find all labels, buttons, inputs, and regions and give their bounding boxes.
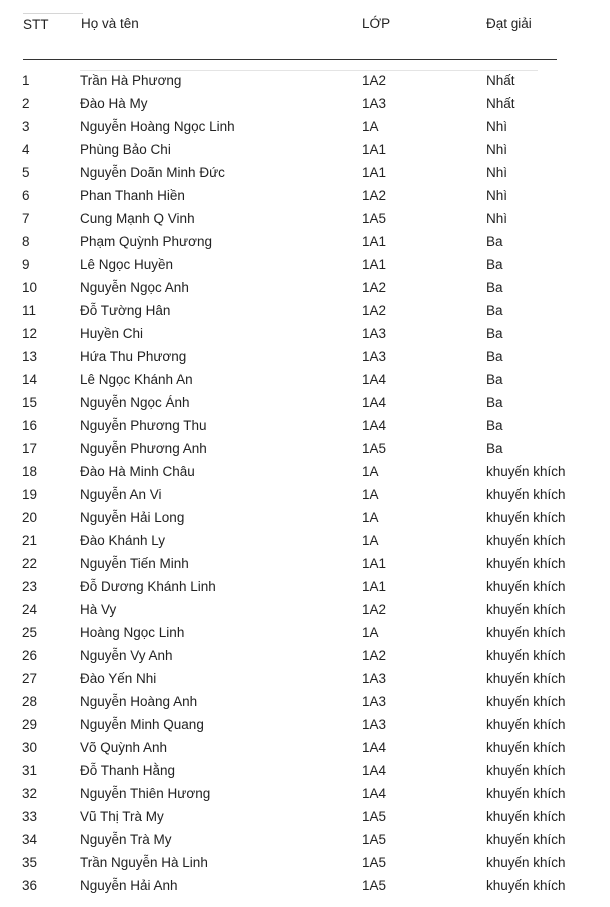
row-stt: 17 [22,441,38,456]
row-award: khuyến khích [486,786,566,801]
row-award: Ba [486,257,503,272]
table-row [0,760,610,783]
row-class: 1A5 [362,211,387,226]
row-stt: 4 [22,142,30,157]
table-row [0,93,610,116]
row-award: khuyến khích [486,602,566,617]
row-class: 1A5 [362,809,387,824]
row-name: Đào Khánh Ly [80,533,166,548]
table-row [0,852,610,875]
row-stt: 1 [22,73,30,88]
row-stt: 31 [22,763,38,778]
row-award: Ba [486,234,503,249]
row-award: khuyến khích [486,694,566,709]
row-name: Trần Hà Phương [80,73,182,88]
table-row [0,875,610,898]
row-stt: 16 [22,418,38,433]
table-body [0,70,610,898]
table-row [0,162,610,185]
row-class: 1A4 [362,395,387,410]
table-row [0,277,610,300]
row-class: 1A [362,464,379,479]
table-row [0,645,610,668]
header-name: Họ và tên [81,16,139,31]
row-class: 1A1 [362,579,387,594]
row-stt: 29 [22,717,38,732]
row-name: Nguyễn Doãn Minh Đức [80,165,225,180]
row-stt: 3 [22,119,30,134]
row-award: Ba [486,418,503,433]
row-stt: 12 [22,326,38,341]
row-name: Nguyễn Tiến Minh [80,556,189,571]
row-class: 1A2 [362,73,387,88]
row-award: khuyến khích [486,556,566,571]
row-award: Nhì [486,211,508,226]
table-row [0,530,610,553]
row-award: Ba [486,303,503,318]
row-class: 1A [362,510,379,525]
row-stt: 10 [22,280,38,295]
row-stt: 18 [22,464,38,479]
table-row [0,576,610,599]
header-stt: STT [23,17,49,32]
row-stt: 34 [22,832,38,847]
row-award: Nhì [486,165,508,180]
table-row [0,139,610,162]
row-stt: 5 [22,165,30,180]
row-award: Ba [486,349,503,364]
row-class: 1A5 [362,878,387,893]
row-class: 1A4 [362,372,387,387]
row-class: 1A2 [362,280,387,295]
table-row [0,415,610,438]
table-header [0,10,610,40]
table-row [0,783,610,806]
header-class: LỚP [362,16,391,31]
row-class: 1A3 [362,694,387,709]
row-stt: 14 [22,372,38,387]
row-award: khuyến khích [486,579,566,594]
header-award: Đạt giải [486,16,532,31]
row-class: 1A2 [362,602,387,617]
row-stt: 9 [22,257,30,272]
row-name: Vũ Thị Trà My [80,809,164,824]
row-name: Nguyễn Hoàng Ngọc Linh [80,119,235,134]
row-class: 1A3 [362,349,387,364]
table-row [0,369,610,392]
row-award: Ba [486,372,503,387]
row-stt: 33 [22,809,38,824]
row-stt: 36 [22,878,38,893]
row-name: Phan Thanh Hiền [80,188,185,203]
row-award: khuyến khích [486,809,566,824]
row-class: 1A4 [362,786,387,801]
row-name: Nguyễn Phương Anh [80,441,207,456]
row-stt: 15 [22,395,38,410]
row-name: Hà Vy [80,602,117,617]
row-name: Đào Hà Minh Châu [80,464,195,479]
row-award: Ba [486,395,503,410]
row-stt: 35 [22,855,38,870]
row-class: 1A [362,487,379,502]
row-award: khuyến khích [486,740,566,755]
table-row [0,70,610,93]
row-award: Nhì [486,188,508,203]
row-stt: 13 [22,349,38,364]
row-class: 1A5 [362,855,387,870]
header-divider [23,59,557,60]
row-award: khuyến khích [486,832,566,847]
table-row [0,208,610,231]
row-award: khuyến khích [486,510,566,525]
row-class: 1A2 [362,303,387,318]
row-stt: 22 [22,556,38,571]
table-row [0,714,610,737]
row-stt: 6 [22,188,30,203]
row-name: Nguyễn Hoàng Anh [80,694,198,709]
row-award: khuyến khích [486,487,566,502]
row-name: Nguyễn Ngọc Ánh [80,395,190,410]
table-row [0,254,610,277]
table-row [0,185,610,208]
row-name: Đào Hà My [80,96,148,111]
row-class: 1A3 [362,717,387,732]
table-row [0,553,610,576]
row-stt: 7 [22,211,30,226]
table-row [0,116,610,139]
row-class: 1A5 [362,832,387,847]
table-row [0,668,610,691]
row-name: Võ Quỳnh Anh [80,740,168,755]
row-class: 1A1 [362,257,387,272]
row-name: Trần Nguyễn Hà Linh [80,855,208,870]
table-row [0,599,610,622]
table-row [0,622,610,645]
row-class: 1A [362,119,379,134]
row-name: Đỗ Dương Khánh Linh [80,579,216,594]
row-class: 1A4 [362,740,387,755]
row-name: Nguyễn Phương Thu [80,418,207,433]
row-name: Nguyễn Minh Quang [80,717,204,732]
row-name: Huyền Chi [80,326,144,341]
row-class: 1A [362,533,379,548]
row-class: 1A1 [362,234,387,249]
row-award: khuyến khích [486,464,566,479]
row-stt: 11 [22,303,37,318]
row-award: Nhất [486,73,515,88]
row-name: Hứa Thu Phương [80,349,187,364]
row-class: 1A3 [362,96,387,111]
row-award: Nhì [486,119,508,134]
row-award: Ba [486,280,503,295]
row-award: khuyến khích [486,671,566,686]
row-stt: 24 [22,602,38,617]
row-name: Nguyễn Hải Anh [80,878,178,893]
row-class: 1A4 [362,763,387,778]
table-row [0,737,610,760]
row-class: 1A4 [362,418,387,433]
row-name: Phạm Quỳnh Phương [80,234,212,249]
row-award: khuyến khích [486,648,566,663]
row-name: Nguyễn Hải Long [80,510,185,525]
row-name: Nguyễn An Vi [80,487,162,502]
table-row [0,231,610,254]
row-name: Nguyễn Trà My [80,832,172,847]
row-stt: 32 [22,786,38,801]
row-stt: 2 [22,96,30,111]
row-stt: 21 [22,533,38,548]
row-class: 1A3 [362,326,387,341]
table-row [0,691,610,714]
row-class: 1A1 [362,556,387,571]
row-name: Đỗ Thanh Hằng [80,763,176,778]
row-award: khuyến khích [486,717,566,732]
row-award: khuyến khích [486,855,566,870]
row-name: Phùng Bảo Chi [80,142,171,157]
row-class: 1A3 [362,671,387,686]
row-class: 1A2 [362,188,387,203]
row-award: khuyến khích [486,533,566,548]
row-name: Nguyễn Ngọc Anh [80,280,189,295]
row-stt: 28 [22,694,38,709]
row-award: Ba [486,326,503,341]
row-class: 1A1 [362,142,387,157]
row-award: khuyến khích [486,878,566,893]
row-stt: 19 [22,487,38,502]
row-award: khuyến khích [486,625,566,640]
row-stt: 23 [22,579,38,594]
row-name: Hoàng Ngọc Linh [80,625,185,640]
row-name: Đỗ Tường Hân [80,303,171,318]
row-award: Nhất [486,96,515,111]
table-row [0,806,610,829]
table-row [0,346,610,369]
row-class: 1A1 [362,165,387,180]
row-award: Ba [486,441,503,456]
row-stt: 8 [22,234,30,249]
table-row [0,484,610,507]
row-stt: 30 [22,740,38,755]
row-class: 1A [362,625,379,640]
table-row [0,323,610,346]
row-name: Cung Mạnh Q Vinh [80,211,195,226]
row-name: Lê Ngọc Khánh An [80,372,193,387]
row-class: 1A5 [362,441,387,456]
row-name: Nguyễn Vy Anh [80,648,173,663]
table-row [0,461,610,484]
row-stt: 27 [22,671,38,686]
table-row [0,507,610,530]
table-row [0,392,610,415]
table-row [0,300,610,323]
row-class: 1A2 [362,648,387,663]
row-stt: 25 [22,625,38,640]
table-row [0,829,610,852]
row-stt: 26 [22,648,38,663]
row-name: Đào Yến Nhi [80,671,157,686]
row-stt: 20 [22,510,38,525]
row-name: Nguyễn Thiên Hương [80,786,211,801]
row-name: Lê Ngọc Huyền [80,257,174,272]
row-award: Nhì [486,142,508,157]
table-row [0,438,610,461]
row-award: khuyến khích [486,763,566,778]
